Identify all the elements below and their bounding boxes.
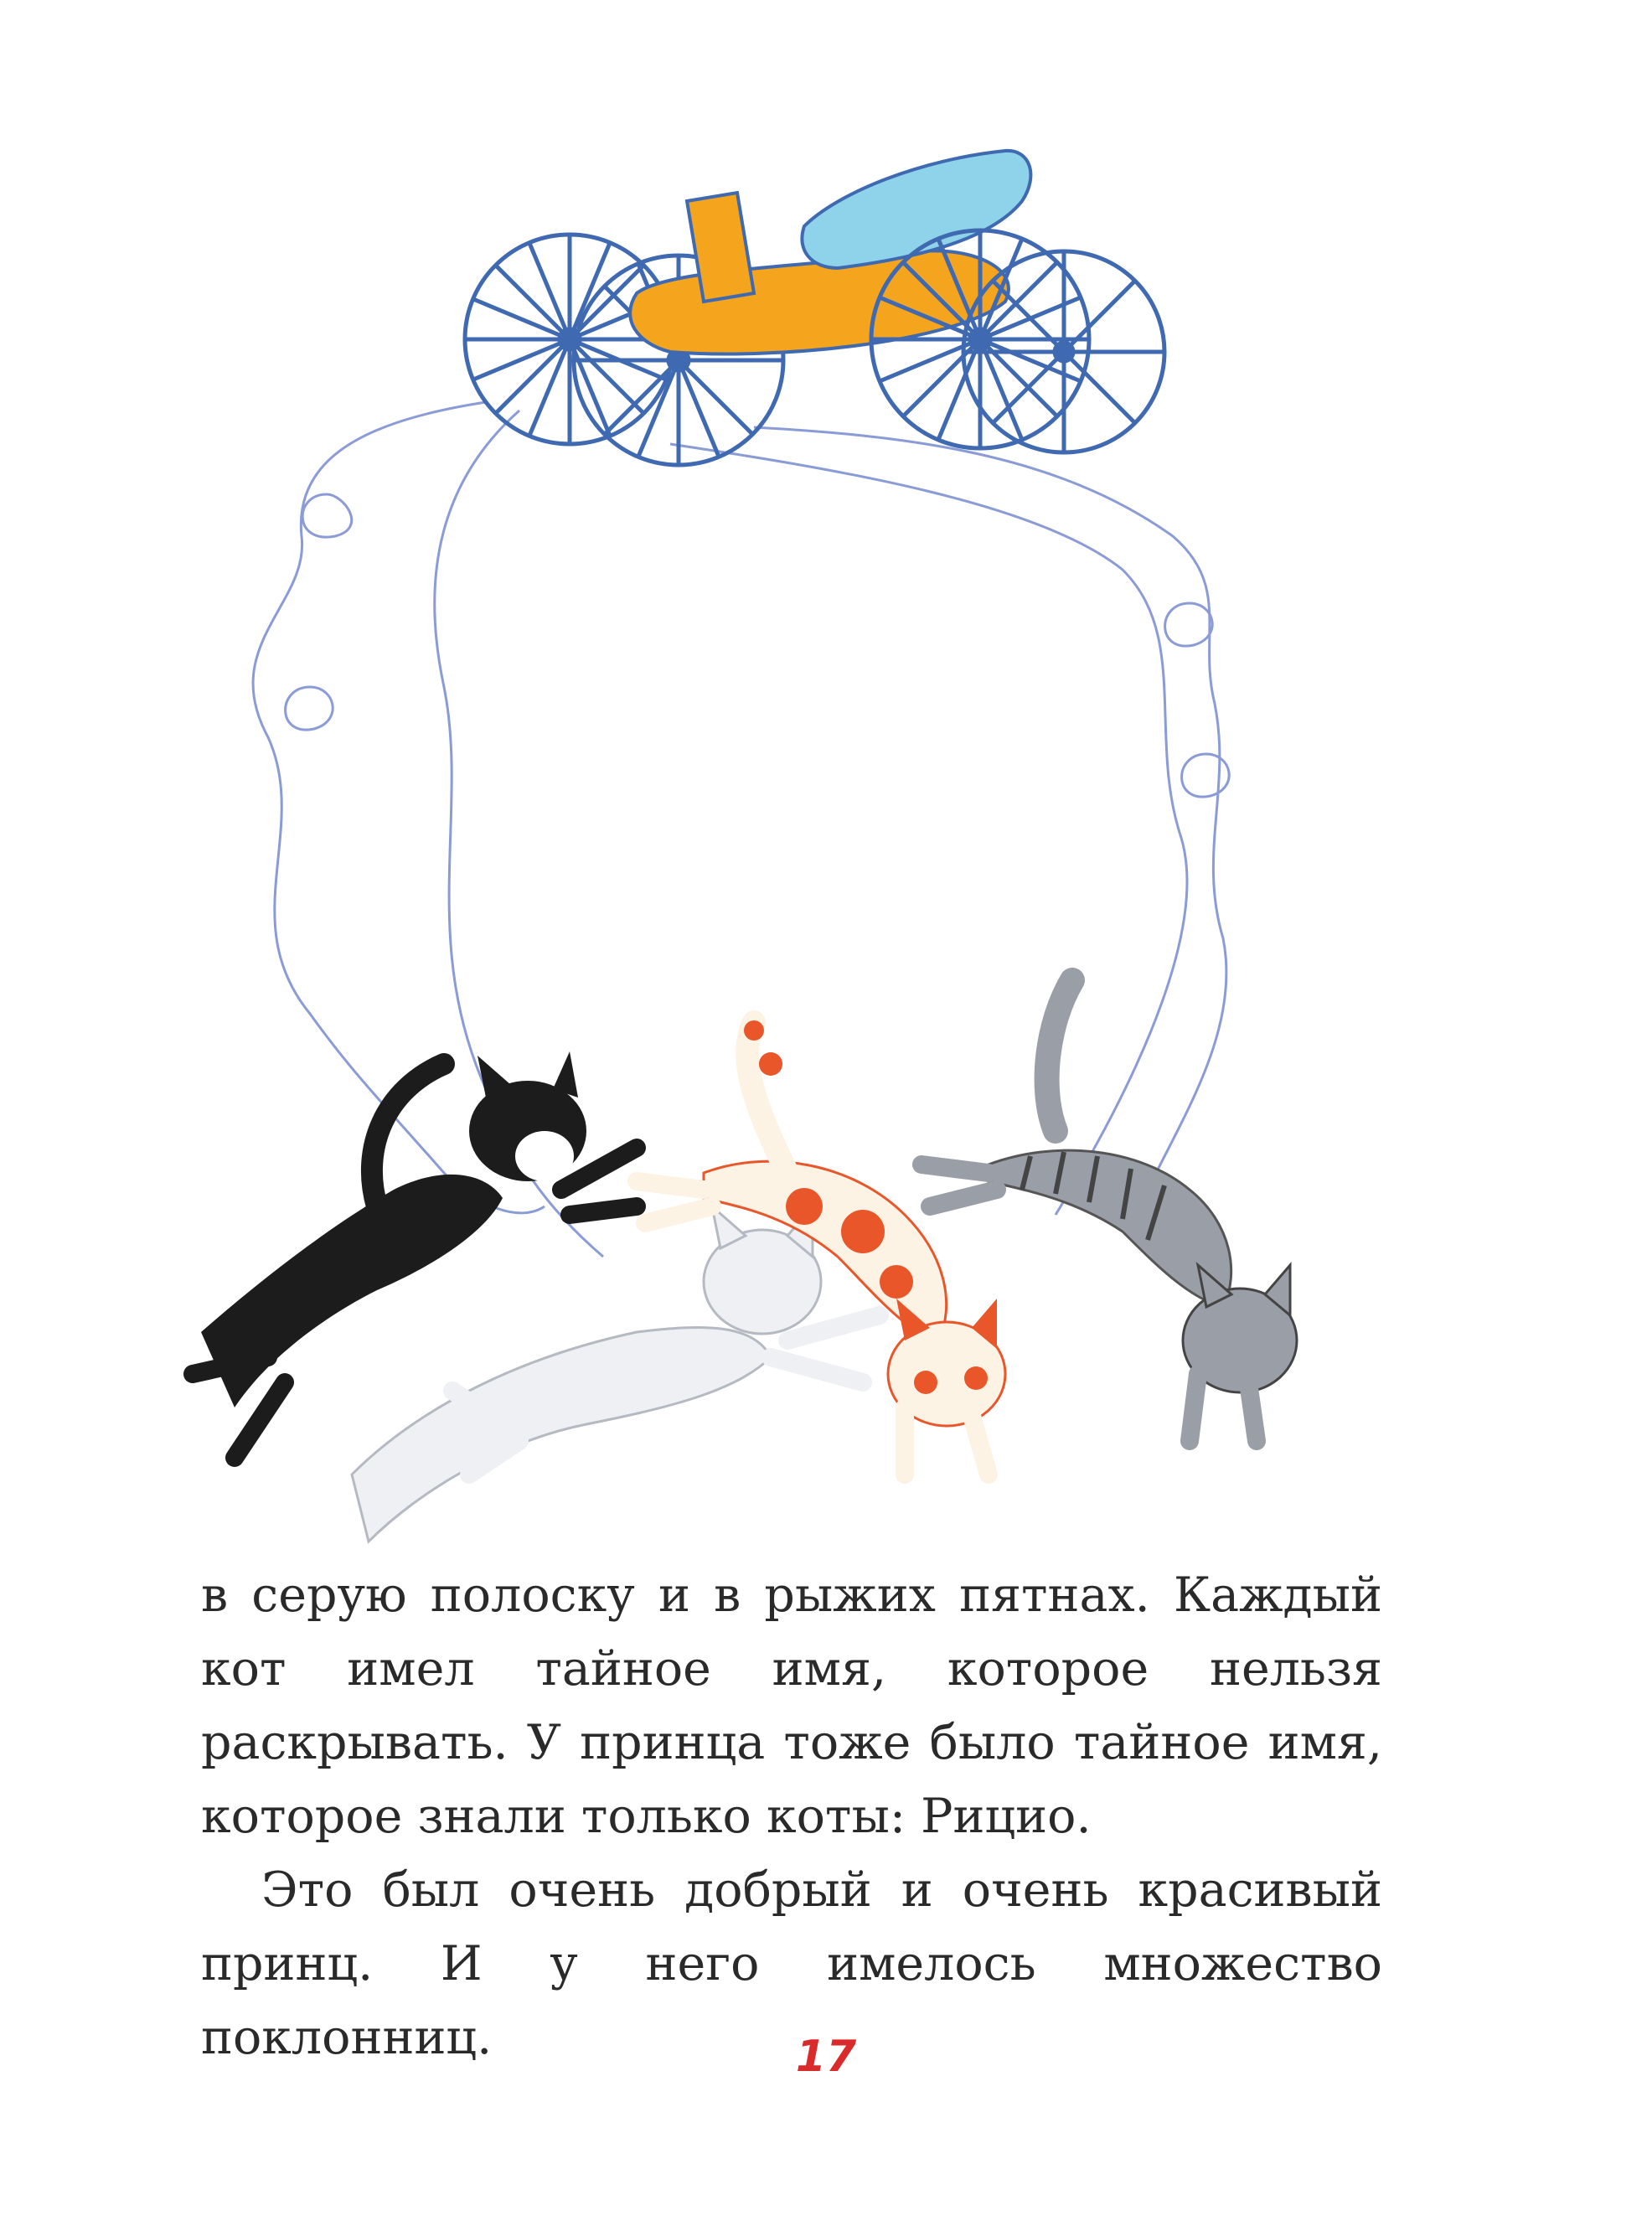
story-text (201, 1558, 1382, 2074)
carriage (465, 151, 1164, 465)
paragraph-1: в серую полоску и в рыжих пятнах. Каждый кот имел тайное имя, которое нельзя раскрывать. У принца тоже было тайное имя, которое знали только коты: Рицио. (201, 1567, 1382, 1844)
carriage-cats-illustration (168, 101, 1391, 1550)
carriage-wheel-back-right (963, 251, 1164, 452)
spotted-cat (637, 1020, 1005, 1475)
carriage-wheel-right (871, 230, 1089, 448)
page-number: 17 (795, 2032, 857, 2082)
reins (253, 402, 1229, 1257)
paragraph-2: Это был очень добрый и очень красивый принц. И у него имелось множество поклонниц. (201, 1862, 1382, 2065)
